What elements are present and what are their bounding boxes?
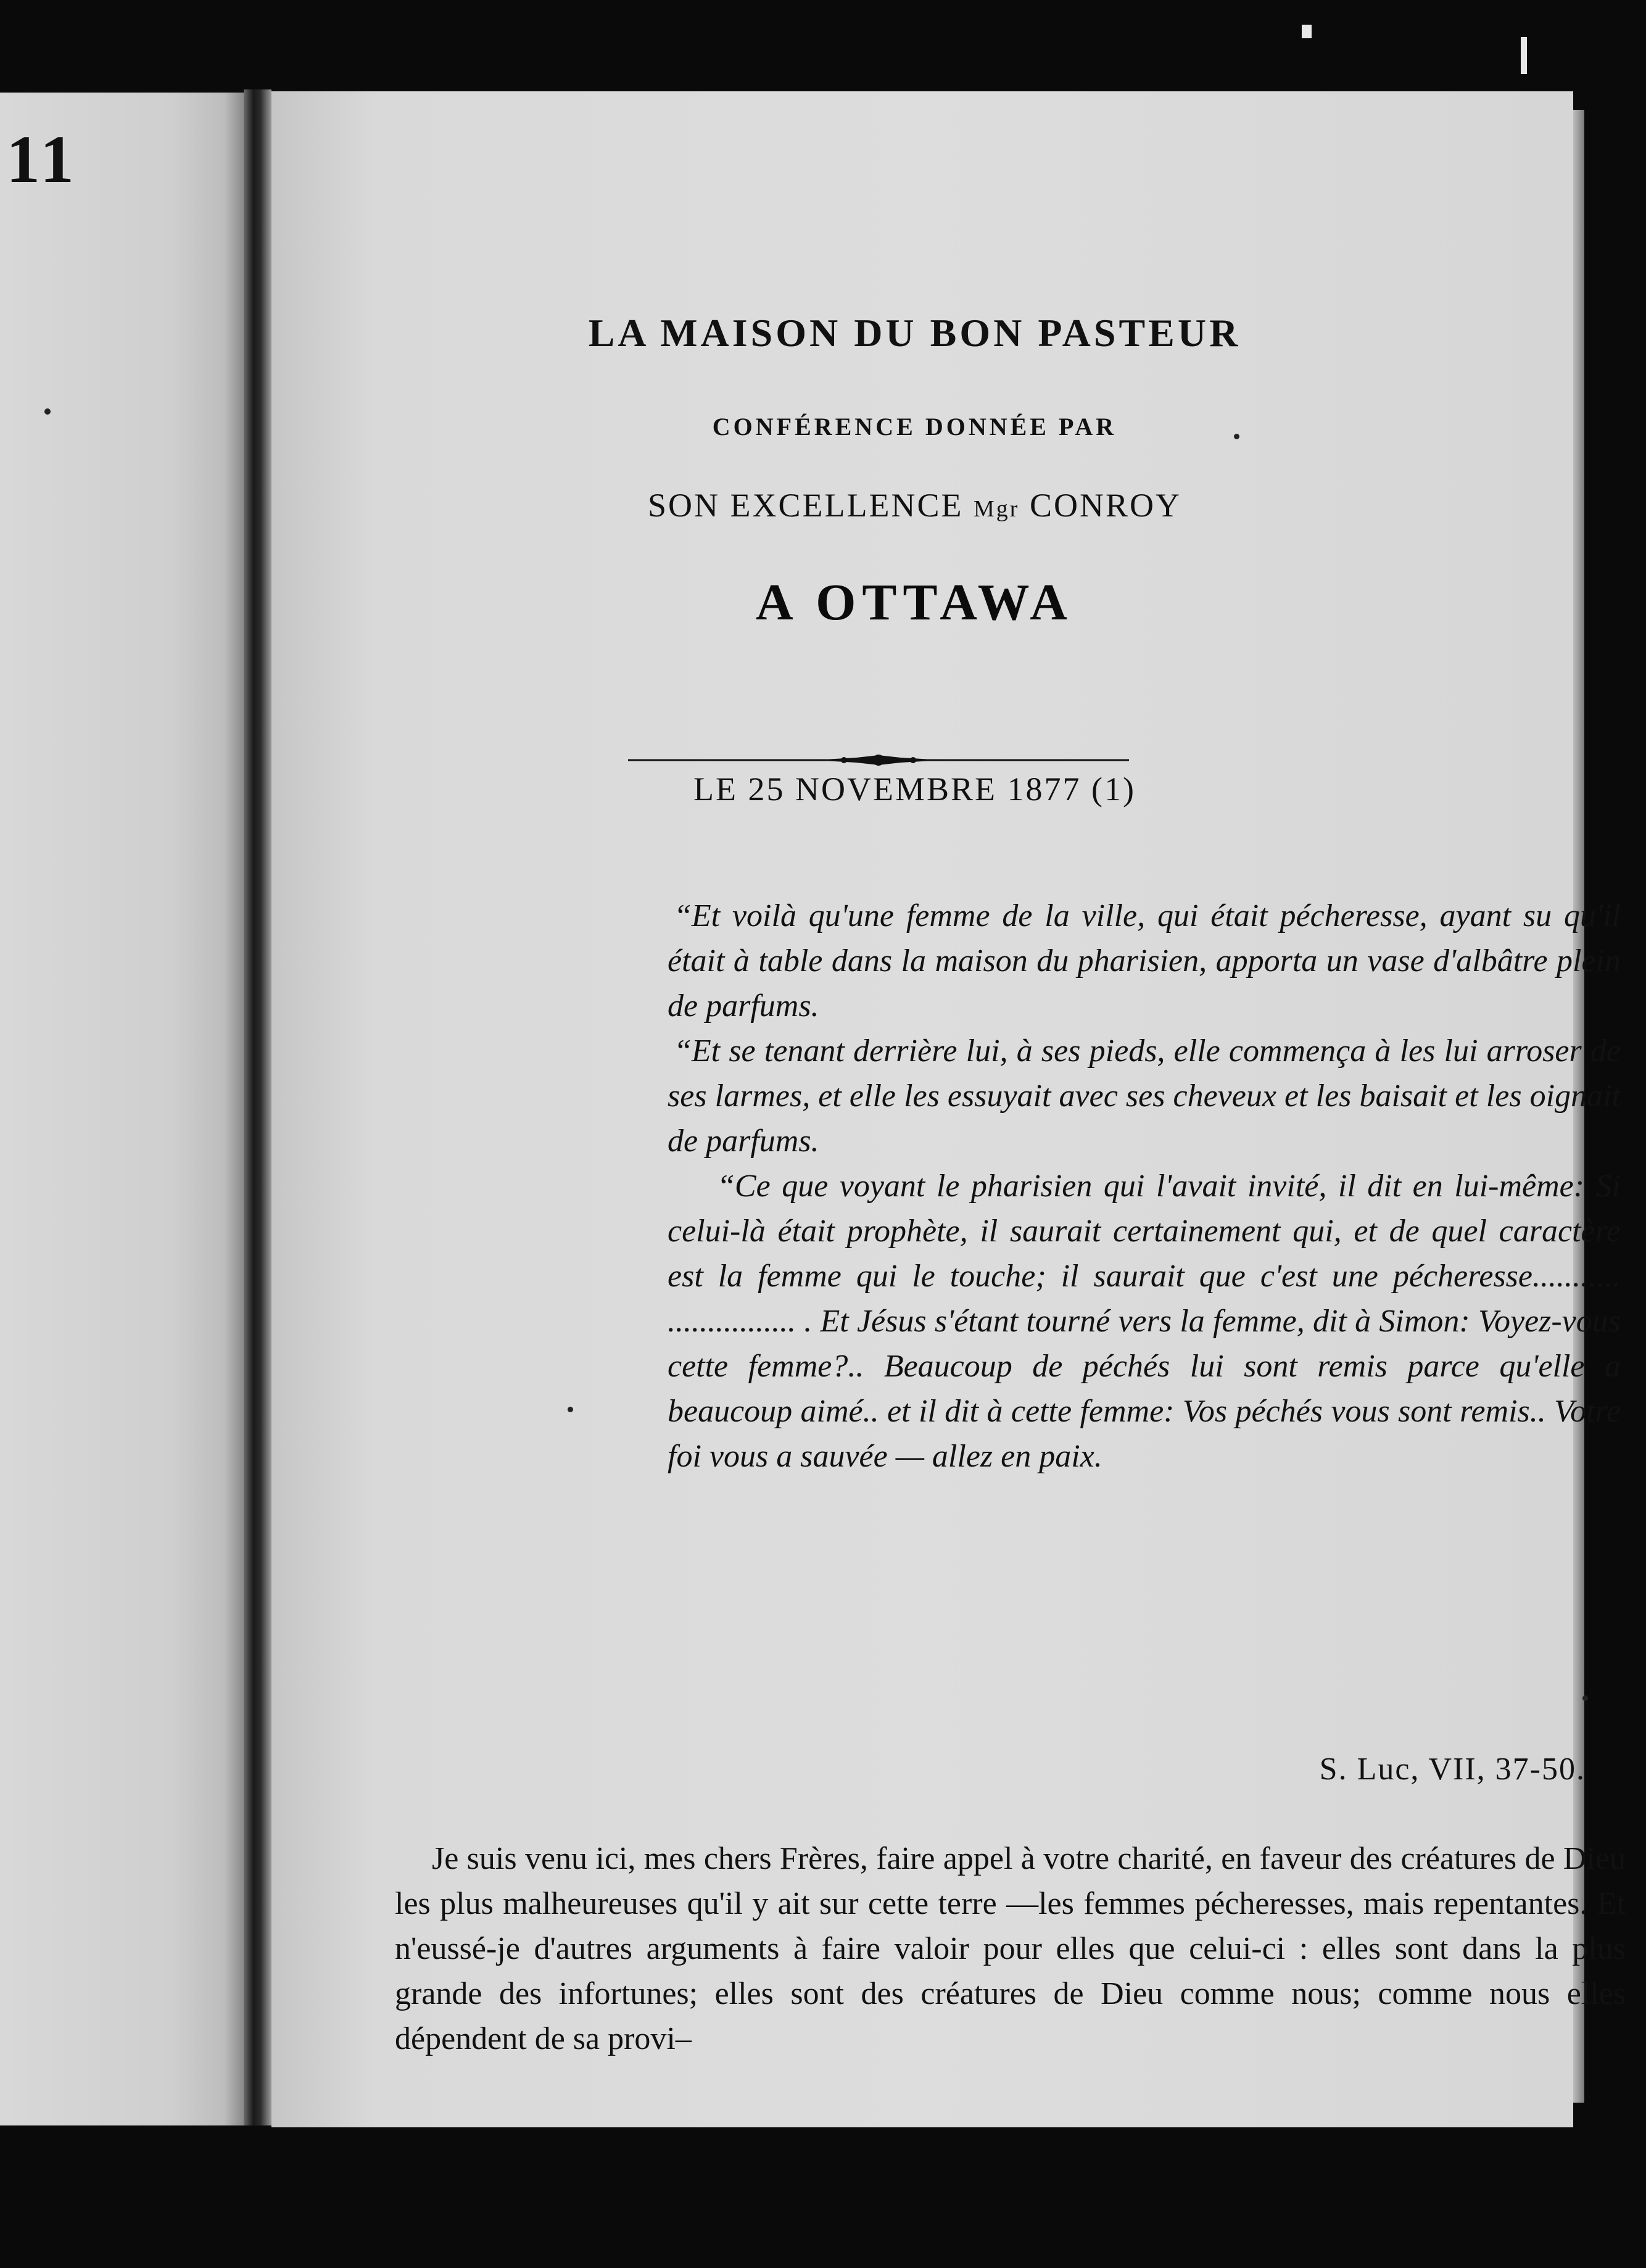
ink-speck (1234, 434, 1239, 439)
book-spine (244, 89, 271, 2125)
ink-speck (44, 408, 51, 415)
conference-line: CONFÉRENCE DONNÉE PAR (712, 413, 1117, 441)
epigraph-paragraph: “Ce que voyant le pharisien qui l'avait invité, il dit en lui-même: Si celui-là était prophète, il saurait certainement qui, et de quel caractère est la femme qui le touche; il saurait que c'est une pécheresse........... ................ . Et Jésus s'étant tourné vers la femme, dit à Simon: Voyez-vous cette femme?.. Beaucoup de péchés lui sont remis parce qu'elle a beaucoup aimé.. et il dit à cette femme: Vos péchés vous sont remis.. Votre foi vous a sauvée — allez en paix. (668, 1169, 1621, 1474)
speaker-prefix: SON EXCELLENCE (648, 487, 964, 524)
epigraph-paragraph: “Et se tenant derrière lui, à ses pieds, elle commença à les lui arroser de ses larmes, et elle les essuyait avec ses cheveux et les baisait et les oignait de parfums. (668, 1033, 1621, 1159)
epigraph-paragraph: “Et voilà qu'une femme de la ville, qui était pécheresse, ayant su qu'il était à table dans la maison du pharisien, apporta un vase d'albâtre plein de parfums. (668, 898, 1621, 1024)
ornamental-rule (628, 754, 1129, 766)
scan-mark (1521, 37, 1527, 74)
page-title: LA MAISON DU BON PASTEUR (588, 311, 1241, 355)
date-line (271, 770, 1558, 808)
speaker-name: CONROY (1029, 487, 1181, 524)
body-text (395, 1836, 1626, 2061)
scan-mark (1302, 25, 1312, 38)
speaker-line (271, 486, 1558, 524)
epigraph-quote (668, 893, 1621, 1479)
ink-speck (568, 1407, 573, 1412)
scripture-reference: S. Luc, VII, 37-50. (1319, 1752, 1586, 1787)
city-heading: A OTTAWA (756, 574, 1073, 631)
facing-page (0, 93, 244, 2125)
speaker-title: Mgr (973, 496, 1020, 522)
body-paragraph: Je suis venu ici, mes chers Frères, faire appel à votre charité, en faveur des créatures de Dieu les plus malheureuses qu'il y ait sur cette terre —les femmes pécheresses, mais repentantes. Et n'eussé-je d'autres arguments à faire valoir pour elles que celui-ci : elles sont dans la plus grande des infortunes; elles sont des créatures de Dieu comme nous; comme nous elles dépendent de sa provi– (395, 1841, 1626, 2056)
ink-speck (1582, 1695, 1588, 1701)
page-number: 11 (6, 122, 78, 197)
footnote-marker: (1) (1091, 771, 1136, 808)
date-text: LE 25 NOVEMBRE 1877 (693, 771, 1081, 808)
document-page (271, 91, 1626, 2127)
